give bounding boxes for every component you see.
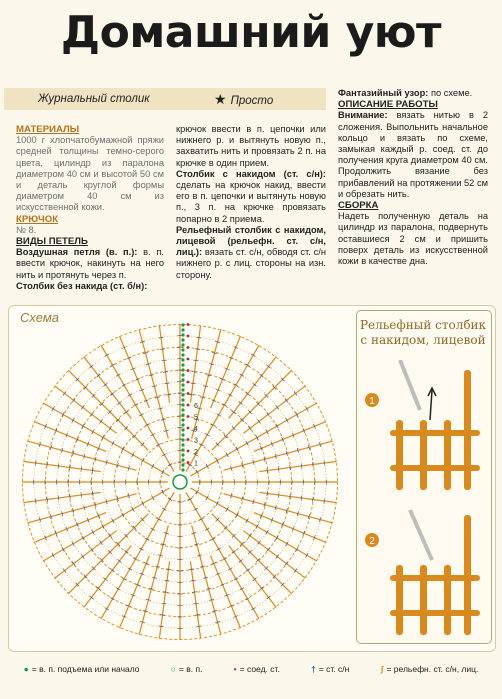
- loop-dc-term: Столбик с накидом (ст. с/н):: [176, 168, 326, 179]
- pattern-lead: Фантазийный узор:: [338, 88, 429, 98]
- row-number: 3: [194, 437, 198, 445]
- hook-heading: КРЮЧОК: [16, 213, 59, 225]
- loop-dc-desc: [176, 169, 326, 225]
- page-title: Домашний уют: [60, 7, 442, 58]
- loop-sc-desc: [16, 281, 164, 292]
- attention-term: Внимание:: [338, 110, 388, 121]
- loop-dc-text: сделать на крючок накид, ввести его в п. цепочки и вытянуть новую п., 3 п. на крючке провязать попарно в 2 приема.: [176, 180, 326, 224]
- difficulty-label: [214, 91, 273, 108]
- step1-illustration: [365, 360, 480, 490]
- loop-sc-text: крючок ввести в п. цепочки или нижнего р. и вытянуть новую п., захватить нить и провязать 2 п. на крючке в один прием.: [176, 124, 326, 168]
- legend-text: = в. п.: [178, 664, 203, 674]
- column-description: [338, 88, 488, 267]
- description-heading: ОПИСАНИЕ РАБОТЫ: [338, 99, 438, 111]
- relief-stitch-title: Рельефный столбик с накидом, лицевой: [359, 318, 487, 347]
- loops-heading: ВИДЫ ПЕТЕЛЬ: [16, 236, 88, 248]
- assembly-heading: СБОРКА: [338, 200, 379, 212]
- materials-text: 1000 г хлопчатобумажной пряжи средней толщины темно-серого цвета, цилиндр из паралона диаметром 40 см и высотой 50 см и деталь круглой формы диаметром 40 см из искусственной кожи.: [16, 135, 164, 213]
- loop-chain-text: в. п. ввести крючок, накинуть на него нить и протянуть через п.: [16, 247, 165, 280]
- pattern-lead-text: по схеме.: [428, 88, 473, 98]
- row-number: 5: [194, 414, 198, 422]
- legend-item: [311, 664, 349, 674]
- legend-symbol: ○: [170, 664, 176, 674]
- start-ring: [173, 475, 187, 489]
- loop-chain-desc: [16, 247, 164, 281]
- legend-symbol: •: [233, 664, 237, 674]
- project-header-bar: [4, 88, 326, 110]
- hook-icon: [400, 360, 420, 410]
- loop-chain-term: Воздушная петля (в. п.):: [16, 247, 138, 258]
- assembly-text: Надеть полученную деталь на цилиндр из паралона, подвернуть оставшиеся 2 см и пришить поверх деталь из искусственной кожи в качестве дна.: [338, 211, 488, 267]
- hook-icon: [410, 510, 432, 560]
- difficulty-text: Просто: [230, 94, 274, 107]
- relief-stitch-illustration: [360, 360, 488, 640]
- legend-symbol: ʃ: [380, 664, 384, 674]
- loop-sc-term: Столбик без накида (ст. б/н):: [16, 280, 148, 291]
- column-stitches: [176, 124, 326, 281]
- legend-item: [24, 664, 140, 674]
- step2-number: 2: [369, 536, 375, 547]
- legend-text: = в. п. подъема или начало: [31, 664, 140, 674]
- legend-symbol: †: [311, 664, 316, 674]
- description-body: вязать нитью в 2 сложения. Выпольнить начальное кольцо и вязать по схеме, замыкая каждый р. соед. ст. до получения круга диаметром 40 см. Продолжить вязание без прибавлений на протяжении 52 см и обрезать нить.: [338, 110, 488, 199]
- row-number: 1: [194, 460, 198, 468]
- pattern-line: [338, 88, 488, 99]
- description-text: [338, 110, 488, 200]
- hook-text: № 8.: [16, 224, 37, 235]
- legend-text: = рельефн. ст. с/н, лиц.: [386, 664, 479, 674]
- legend-text: = ст. с/н: [318, 664, 350, 674]
- diagram-label: Схема: [20, 310, 59, 325]
- step1-number: 1: [369, 396, 375, 407]
- legend: [0, 656, 502, 682]
- row-number: 6: [194, 403, 198, 410]
- project-name: Журнальный столик: [38, 93, 150, 105]
- materials-heading: МАТЕРИАЛЫ: [16, 124, 80, 135]
- diagram-chain-column: [181, 323, 189, 471]
- loop-relief-desc: [176, 225, 326, 281]
- diagram-spokes: [22, 324, 338, 640]
- legend-symbol: ●: [23, 664, 29, 674]
- legend-text: = соед. ст.: [239, 664, 280, 674]
- legend-item: [171, 664, 203, 674]
- star-icon: ★: [214, 90, 227, 107]
- column-materials: [16, 124, 164, 292]
- step2-illustration: [365, 510, 480, 635]
- loop-relief-text: вязать ст. с/н, обводя ст. с/н нижнего р. с лиц. стороны на изн. сторону.: [176, 247, 326, 280]
- row-number: 4: [194, 426, 198, 433]
- crochet-round-diagram: [20, 322, 340, 642]
- loop-relief-term: Рельефный столбик с накидом, лицевой (рельефн. ст. с/н, лиц.):: [176, 224, 326, 258]
- row-number: 2: [194, 449, 198, 456]
- legend-item: [381, 664, 479, 674]
- legend-item: [234, 664, 280, 674]
